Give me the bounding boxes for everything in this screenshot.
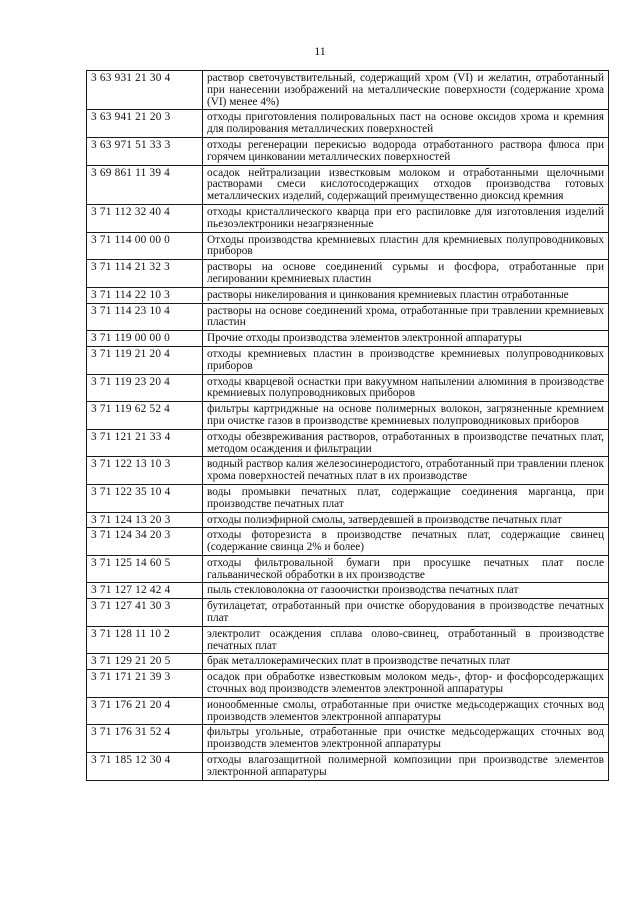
waste-description-cell: бутилацетат, отработанный при очистке оборудования в производстве печатных плат [203,599,609,627]
waste-code-cell: 3 71 112 32 40 4 [87,204,203,232]
table-row [87,555,609,583]
waste-code-cell: 3 71 122 13 10 3 [87,457,203,485]
table-row [87,457,609,485]
waste-description-cell: фильтры картриджные на основе полимерных волокон, загрязненные кремнием при очистке газов в производстве кремниевых полупроводниковых приборов [203,402,609,430]
waste-description-cell: растворы на основе соединений сурьмы и фосфора, отработанные при легировании кремниевых пластин [203,260,609,288]
waste-description-cell: Прочие отходы производства элементов электронной аппаратуры [203,331,609,347]
waste-description-cell: растворы никелирования и цинкования кремниевых пластин отработанные [203,287,609,303]
waste-description-cell: отходы кремниевых пластин в производстве кремниевых полупроводниковых приборов [203,346,609,374]
waste-code-cell: 3 71 119 62 52 4 [87,402,203,430]
table-row [87,346,609,374]
table-row [87,583,609,599]
waste-description-cell: отходы регенерации перекисью водорода отработанного раствора флюса при горячем цинковании металлических поверхностей [203,137,609,165]
waste-description-cell: воды промывки печатных плат, содержащие соединения марганца, при производстве печатных плат [203,484,609,512]
table-row [87,287,609,303]
waste-code-cell: 3 71 122 35 10 4 [87,484,203,512]
waste-description-cell: отходы обезвреживания растворов, отработанных в производстве печатных плат, методом осаждения и фильтрации [203,429,609,457]
waste-code-cell: 3 71 124 13 20 3 [87,512,203,528]
waste-description-cell: отходы влагозащитной полимерной композиции при производстве элементов электронной аппаратуры [203,753,609,781]
waste-code-cell: 3 71 114 21 32 3 [87,260,203,288]
waste-code-cell: 3 71 119 23 20 4 [87,374,203,402]
table-row [87,528,609,556]
waste-code-cell: 3 71 114 00 00 0 [87,232,203,260]
waste-description-cell: отходы фильтровальной бумаги при просушке печатных плат после гальванической обработки в их производстве [203,555,609,583]
table-row [87,110,609,138]
table-row [87,654,609,670]
table-row [87,753,609,781]
waste-description-cell: раствор светочувствительный, содержащий хром (VI) и желатин, отработанный при нанесении изображений на металлические поверхности (содержание хрома (VI) менее 4%) [203,71,609,110]
waste-description-cell: пыль стекловолокна от газоочистки производства печатных плат [203,583,609,599]
waste-description-cell: растворы на основе соединений хрома, отработанные при травлении кремниевых пластин [203,303,609,331]
table-row [87,374,609,402]
waste-code-cell: 3 71 176 21 20 4 [87,697,203,725]
waste-code-cell: 3 71 124 34 20 3 [87,528,203,556]
waste-description-cell: отходы фоторезиста в производстве печатных плат, содержащие свинец (содержание свинца 2% и более) [203,528,609,556]
waste-code-cell: 3 69 861 11 39 4 [87,165,203,204]
table-row [87,512,609,528]
waste-code-cell: 3 71 119 00 00 0 [87,331,203,347]
waste-code-cell: 3 71 125 14 60 5 [87,555,203,583]
table-row [87,331,609,347]
waste-code-cell: 3 71 127 12 42 4 [87,583,203,599]
waste-description-cell: отходы кристаллического кварца при его распиловке для изготовления изделий пьезоэлектроники незагрязненные [203,204,609,232]
table-row [87,402,609,430]
waste-description-cell: осадок нейтрализации известковым молоком и отработанными щелочными растворами смеси кислотосодержащих отходов производства готовых металлических изделий, содержащий преимущественно диоксид кремния [203,165,609,204]
table-body [87,71,609,781]
waste-code-cell: 3 71 171 21 39 3 [87,670,203,698]
waste-code-cell: 3 71 185 12 30 4 [87,753,203,781]
waste-description-cell: фильтры угольные, отработанные при очистке медьсодержащих сточных вод производств элементов электронной аппаратуры [203,725,609,753]
waste-code-cell: 3 71 128 11 10 2 [87,626,203,654]
table-row [87,484,609,512]
waste-code-cell: 3 71 127 41 30 3 [87,599,203,627]
waste-code-cell: 3 63 971 51 33 3 [87,137,203,165]
table-row [87,599,609,627]
waste-description-cell: электролит осаждения сплава олово-свинец, отработанный в производстве печатных плат [203,626,609,654]
waste-code-cell: 3 63 941 21 20 3 [87,110,203,138]
waste-code-cell: 3 71 176 31 52 4 [87,725,203,753]
table-row [87,725,609,753]
table-row [87,697,609,725]
waste-description-cell: ионообменные смолы, отработанные при очистке медьсодержащих сточных вод производств элементов электронной аппаратуры [203,697,609,725]
table-row [87,165,609,204]
waste-description-cell: водный раствор калия железосинеродистого, отработанный при травлении пленок хрома поверхностей печатных плат в их производстве [203,457,609,485]
waste-code-cell: 3 71 129 21 20 5 [87,654,203,670]
waste-code-cell: 3 71 114 22 10 3 [87,287,203,303]
page-number: 11 [314,44,326,58]
waste-description-cell: Отходы производства кремниевых пластин для кремниевых полупроводниковых приборов [203,232,609,260]
table-row [87,137,609,165]
table-row [87,429,609,457]
waste-description-cell: осадок при обработке известковым молоком медь-, фтор- и фосфорсодержащих сточных вод производств элементов электронной аппаратуры [203,670,609,698]
table-row [87,204,609,232]
waste-code-cell: 3 63 931 21 30 4 [87,71,203,110]
table-row [87,260,609,288]
waste-description-cell: отходы кварцевой оснастки при вакуумном напылении алюминия в производстве кремниевых полупроводниковых приборов [203,374,609,402]
waste-description-cell: отходы приготовления полировальных паст на основе оксидов хрома и кремния для полирования металлических поверхностей [203,110,609,138]
table-row [87,232,609,260]
waste-code-cell: 3 71 121 21 33 4 [87,429,203,457]
waste-classification-table [86,70,609,781]
waste-code-cell: 3 71 114 23 10 4 [87,303,203,331]
table-row [87,71,609,110]
table-row [87,670,609,698]
waste-code-cell: 3 71 119 21 20 4 [87,346,203,374]
waste-description-cell: брак металлокерамических плат в производстве печатных плат [203,654,609,670]
waste-description-cell: отходы полиэфирной смолы, затвердевшей в производстве печатных плат [203,512,609,528]
table-row [87,303,609,331]
table-row [87,626,609,654]
